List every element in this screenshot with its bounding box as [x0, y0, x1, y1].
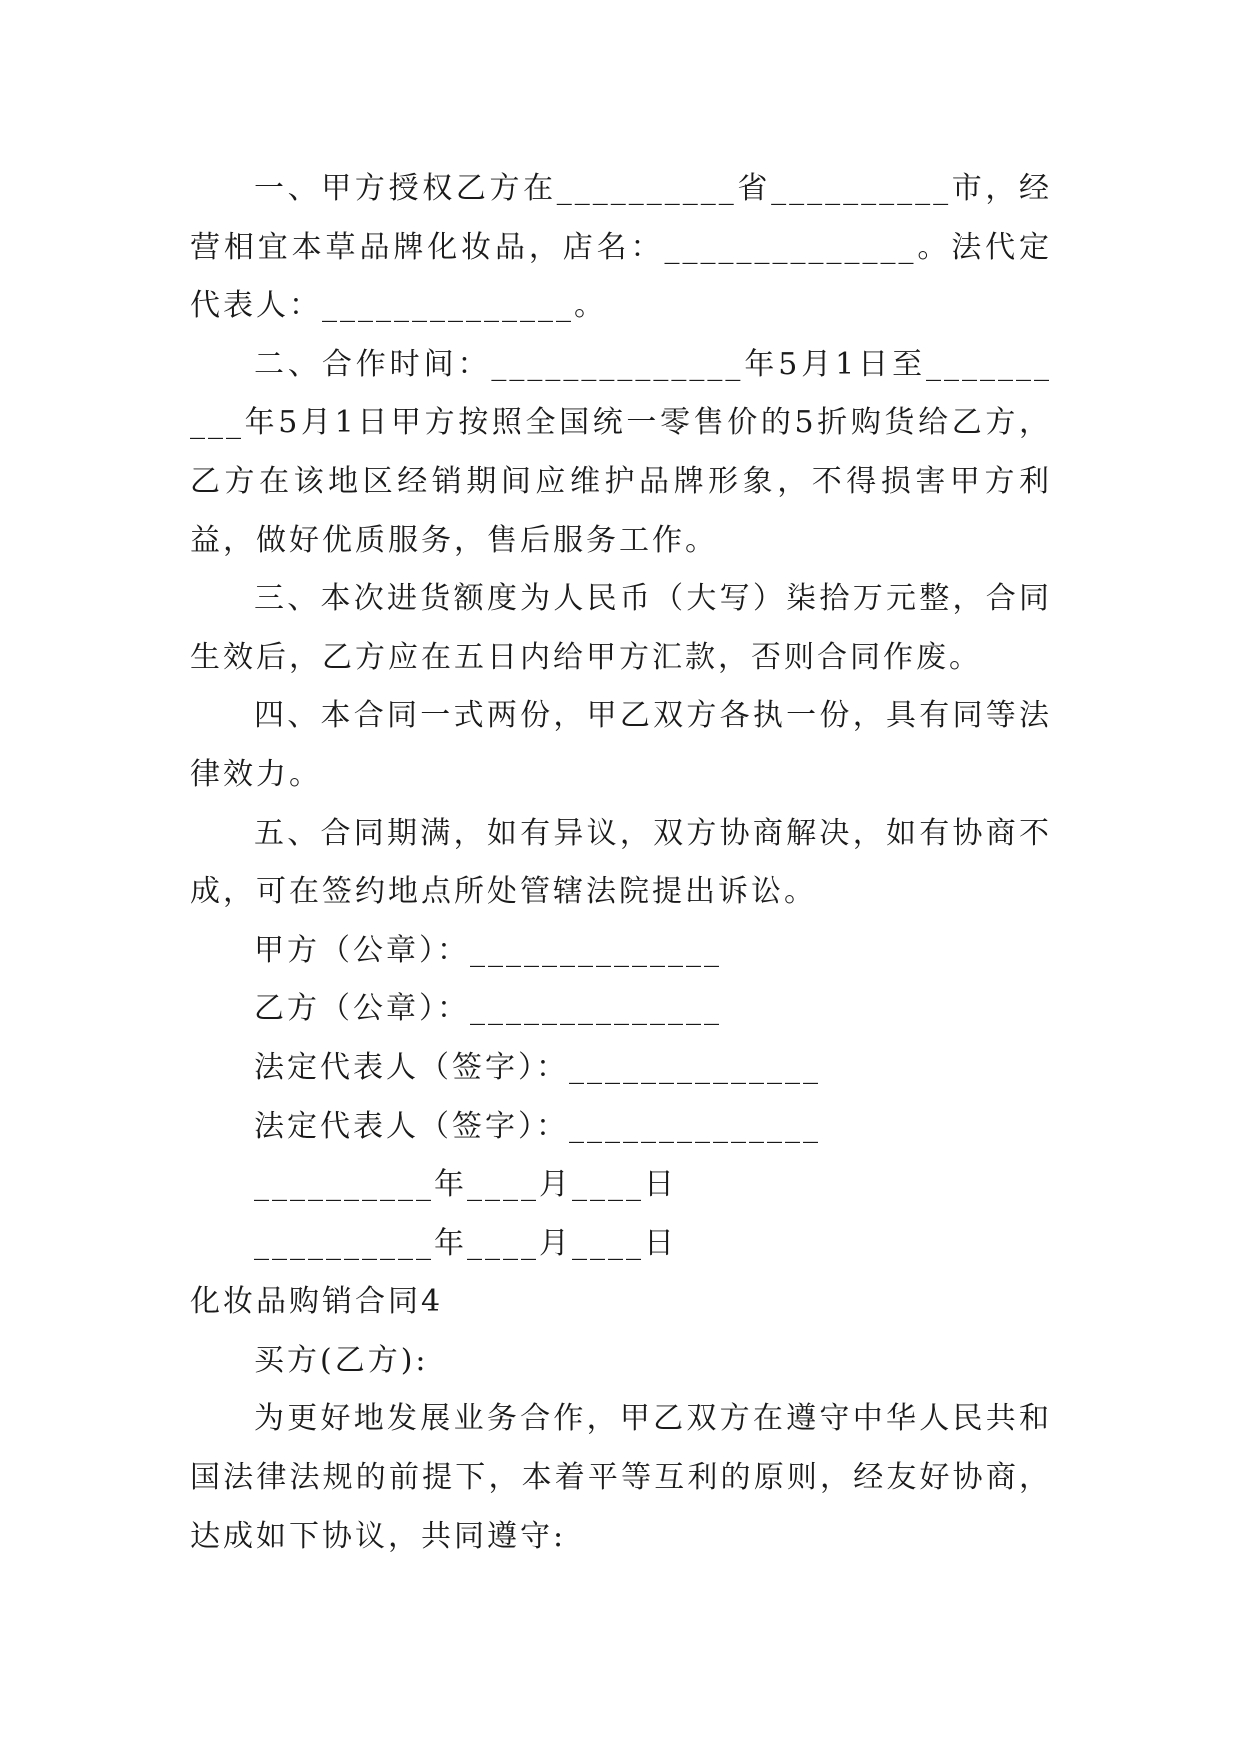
date-line-b: __________年____月____日 — [254, 1225, 677, 1261]
party-b-seal-line: 乙方（公章）：______________ — [254, 991, 722, 1027]
legal-rep-signature-line-a: 法定代表人（签字）：______________ — [254, 1049, 821, 1085]
clause-5: 五、合同期满，如有异议，双方协商解决，如有协商不成，可在签约地点所处管辖法院提出诉讼。 — [190, 815, 1052, 910]
party-a-seal-line: 甲方（公章）：______________ — [254, 932, 722, 968]
clause-2: 二、合作时间：______________年5月1日至__________年5月1日甲方按照全国统一零售价的5折购货给乙方，乙方在该地区经销期间应维护品牌形象，不得损害甲方利益，做好优质服务，售后服务工作。 — [190, 346, 1052, 558]
buyer-line: 买方(乙方): — [254, 1342, 429, 1378]
clause-3: 三、本次进货额度为人民币（大写）柒拾万元整，合同生效后，乙方应在五日内给甲方汇款，否则合同作废。 — [190, 581, 1052, 675]
date-line-a: __________年____月____日 — [254, 1167, 677, 1203]
clause-1: 一、甲方授权乙方在__________省__________市，经营相宜本草品牌化妆品，店名：______________。法代定代表人：______________。 — [190, 171, 1052, 324]
intro-paragraph: 为更好地发展业务合作，甲乙双方在遵守中华人民共和国法律法规的前提下，本着平等互利的原则，经友好协商，达成如下协议，共同遵守: — [190, 1401, 1052, 1554]
legal-rep-signature-line-b: 法定代表人（签字）：______________ — [254, 1108, 821, 1144]
section-title: 化妆品购销合同4 — [190, 1284, 444, 1320]
document-body — [190, 160, 1052, 1566]
clause-4: 四、本合同一式两份，甲乙双方各执一份，具有同等法律效力。 — [190, 698, 1052, 792]
